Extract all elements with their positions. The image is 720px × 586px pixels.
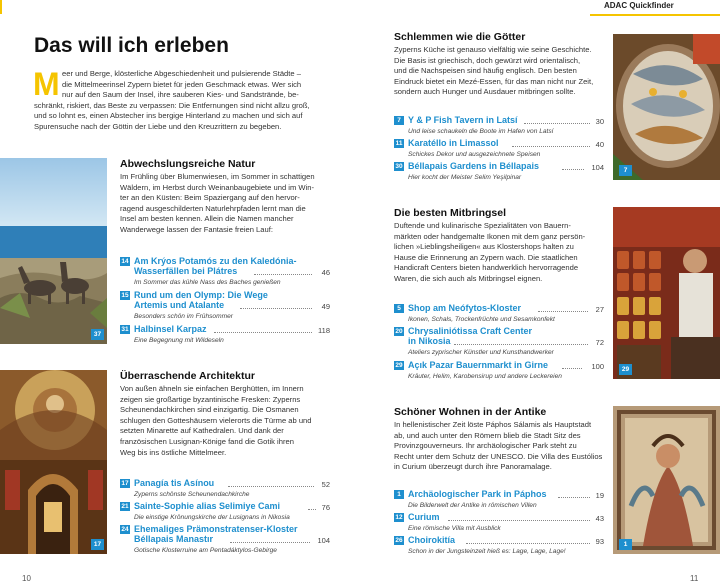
leader-dots — [448, 520, 590, 521]
tip-title[interactable]: Panagía tis Asínou — [134, 478, 215, 488]
tip-subtitle: Die einstige Krönungskirche der Lusignans in Nikosia — [134, 514, 290, 521]
paragraph-line: zeigen sie großartige byzantinische Fresken: Zyperns — [120, 394, 301, 404]
paragraph-line: Weg bis ins östliche Mittelmeer. — [120, 447, 227, 457]
paragraph-line: Insel am besten kennen. Allein die Namen mancher — [120, 214, 294, 224]
tip-title[interactable]: Ehemaliges Prämonstratenser-Kloster — [134, 524, 298, 534]
page-number: 30 — [595, 117, 604, 126]
paragraph-line: ragend ausgeschilderten Naturlehrpfaden lernt man die — [120, 203, 306, 213]
paragraph-line: in Curium überzeugt durch ihre Panoramalage. — [394, 462, 552, 472]
page-number: 104 — [317, 536, 330, 545]
tip-number: 7 — [394, 116, 404, 125]
section-title: Die besten Mitbringsel — [394, 207, 507, 219]
tip-title[interactable]: Y & P Fish Tavern in Latsí — [408, 115, 518, 125]
list-item[interactable] — [120, 478, 330, 500]
paragraph-line: Eindruck bietet ein Mezé-Essen, für das man nicht nur Zeit, — [394, 76, 594, 86]
paragraph-line: sondern auch Hunger und Ausdauer mitbringen sollte. — [394, 87, 576, 97]
tip-title[interactable]: in Nikosia — [408, 336, 451, 346]
intro-paragraph — [33, 66, 364, 133]
tip-subtitle: Im Sommer das kühle Nass des Baches genießen — [134, 279, 281, 286]
tip-number: 14 — [121, 258, 129, 265]
photo-badge: 17 — [91, 539, 104, 550]
photo-fish-svg — [613, 34, 720, 180]
section-title: Abwechslungsreiche Natur — [120, 158, 256, 170]
paragraph-line: setzten Minarette auf Kathedralen. Und dank der — [120, 426, 284, 436]
section-title: Schlemmen wie die Götter — [394, 31, 526, 43]
leader-dots — [230, 542, 310, 543]
tip-number: 1 — [394, 490, 404, 499]
tip-number: 31 — [121, 326, 129, 333]
paragraph-line: Waren, die sich auch als Mitbringsel eignen. — [394, 273, 543, 283]
list-item[interactable] — [394, 360, 604, 382]
tip-number: 30 — [395, 163, 403, 170]
list-item[interactable] — [120, 501, 330, 523]
leader-dots — [466, 543, 590, 544]
tip-number: 26 — [395, 537, 403, 544]
list-item[interactable] — [120, 324, 330, 346]
list-item[interactable] — [394, 115, 604, 137]
tip-title[interactable]: Am Krýos Potamós zu den Kaledónia- — [134, 256, 297, 266]
tip-title[interactable]: Shop am Neófytos-Kloster — [408, 303, 522, 313]
tip-title[interactable]: Curium — [408, 512, 440, 522]
list-item[interactable] — [394, 489, 604, 511]
section-paragraph — [120, 384, 330, 458]
paragraph-line: märkten oder handgemalte Ikonen mit dem ganz persön- — [394, 231, 586, 241]
tip-number: 15 — [121, 292, 129, 299]
tip-title[interactable]: Halbinsel Karpaz — [134, 324, 207, 334]
list-item[interactable] — [394, 303, 604, 325]
tip-subtitle: Schickes Dekor und ausgezeichnete Speisen — [408, 151, 541, 158]
paragraph-line: Die Basis ist griechisch, doch gewürzt wird orientalisch, — [394, 55, 581, 65]
header-label: ADAC Quickfinder — [604, 1, 674, 10]
paragraph-line: und die Nachspeisen sind häufig englisch. Den besten — [394, 66, 577, 76]
section-paragraph — [394, 221, 604, 285]
paragraph-line: Handicraft Centers bieten handwerklich hervorragende — [394, 263, 579, 273]
tip-subtitle: Eine römische Villa mit Ausblick — [408, 525, 501, 532]
leader-dots — [562, 169, 584, 170]
list-item[interactable] — [120, 256, 330, 288]
leader-dots — [254, 274, 312, 275]
page-number: 40 — [595, 140, 604, 149]
page-number: 72 — [595, 338, 604, 347]
photo-badge: 29 — [619, 364, 632, 375]
page-number: 76 — [321, 503, 330, 512]
tip-number: 29 — [395, 362, 403, 369]
leader-dots — [562, 368, 582, 369]
paragraph-line: Duftende und kulinarische Spezialitäten von Bauern- — [394, 221, 571, 230]
tip-subtitle: Schon in der Jungsteinzeit hieß es: Lage, Lage, Lage! — [408, 548, 566, 555]
section-paragraph — [394, 420, 604, 473]
list-item[interactable] — [394, 161, 604, 183]
leader-dots — [558, 497, 590, 498]
tip-subtitle: Kräuter, Helim, Karobensirup und andere Leckereien — [408, 373, 562, 380]
intro-line: schränkt, riskiert, das Beste zu verpassen: Die Entfernungen sind nicht allzu groß, — [34, 100, 310, 110]
tip-subtitle: Hier kocht der Meister Selim Yeşilpinar — [408, 174, 522, 181]
paragraph-line: Scheunendachkirchen sind einzigartig. Die Osmanen — [120, 405, 299, 415]
leader-dots — [524, 123, 590, 124]
tip-number: 5 — [394, 304, 404, 313]
list-item[interactable] — [394, 326, 604, 358]
leader-dots — [240, 308, 312, 309]
page-number: 104 — [591, 163, 604, 172]
paragraph-line: lichen »Lieblingsheiligen« aus Klostershops halten zu — [394, 242, 574, 252]
tip-title[interactable]: Sainte-Sophie alias Selimiye Cami — [134, 501, 281, 511]
paragraph-line: Hause die Erinnerung an Zypern wach. Die staatlichen — [394, 252, 578, 262]
tip-number: 20 — [395, 328, 403, 335]
list-item[interactable] — [120, 524, 330, 556]
tip-number: 11 — [395, 140, 403, 147]
tip-subtitle: Die Bilderwelt der Antike in römischen Villen — [408, 502, 537, 509]
photo-mosaic — [613, 406, 720, 554]
intro-dropcap: M — [33, 66, 60, 102]
list-item[interactable] — [394, 138, 604, 160]
tip-number: 12 — [395, 514, 403, 521]
leader-dots — [454, 344, 588, 345]
paragraph-line: ter an den Küsten: Beim Spaziergang auf den hervor- — [120, 193, 300, 203]
paragraph-line: ab, und auch unter den Römern blieb die Stadt Sitz des — [394, 430, 581, 440]
paragraph-line: schlugen den Gotteshäusern vielerorts die Türme ab und — [120, 415, 312, 425]
page-number: 118 — [318, 326, 330, 335]
paragraph-line: Zyperns Küche ist genauso vielfältig wie seine Geschichte. — [394, 45, 592, 54]
photo-badge: 37 — [91, 329, 104, 340]
section-title: Schöner Wohnen in der Antike — [394, 406, 547, 418]
intro-line: und so lohnt es, einen Abstecher ins bergige Hinterland zu machen und sich auf — [34, 111, 303, 121]
leader-dots — [214, 332, 312, 333]
page-number: 43 — [595, 514, 604, 523]
leader-dots — [228, 486, 314, 487]
page-number: 49 — [321, 302, 330, 311]
leader-dots — [308, 509, 316, 510]
paragraph-line: In hellenistischer Zeit löste Páphos Sálamis als Hauptstadt — [394, 420, 592, 429]
paragraph-line: Wäldern, im Herbst durch Weinanbaugebiete und im Win- — [120, 182, 315, 192]
photo-fresco-svg — [0, 370, 107, 554]
section-paragraph — [394, 45, 604, 98]
paragraph-line: Recht unter dem Schutz der UNESCO. Die Villa des Eustólios — [394, 451, 603, 461]
tip-subtitle: Und leise schaukeln die Boote im Hafen von Latsí — [408, 128, 554, 135]
tip-title[interactable]: Béllapais Gardens in Béllapais — [408, 161, 540, 171]
photo-market-stall — [613, 207, 720, 379]
paragraph-line: Im Frühling über Blumenwiesen, im Sommer in schattigen — [120, 172, 315, 181]
page-number: 52 — [321, 480, 330, 489]
tip-number: 24 — [121, 526, 129, 533]
paragraph-line: Provinzgouverneurs. Ihr archäologischer Park steht zu — [394, 441, 577, 451]
list-item[interactable] — [394, 512, 604, 534]
page-number-right: 11 — [690, 574, 699, 583]
tip-title[interactable]: Açık Pazar Bauernmarkt in Girne — [408, 360, 549, 370]
intro-line: die Mittelmeerinsel Zypern bietet für jeden Geschmack etwas. Wer sich — [62, 79, 302, 89]
intro-line: nur auf den Saum der Insel, ihre sauberen Kies- und Sandstrände, be- — [62, 90, 299, 100]
photo-badge: 7 — [619, 165, 632, 176]
paragraph-line: Wanderwege lassen der Fantasie freien Lauf: — [120, 224, 273, 234]
tip-title[interactable]: Choirokitía — [408, 535, 456, 545]
tip-title[interactable]: Wasserfällen bei Plátres — [134, 266, 238, 276]
photo-donkeys-svg — [0, 158, 107, 344]
photo-donkeys-coast — [0, 158, 107, 344]
tip-number: 17 — [121, 480, 129, 487]
tip-subtitle: Eine Begegnung mit Wildeseln — [134, 337, 224, 344]
tip-title[interactable]: Karatéllo in Limassol — [408, 138, 499, 148]
photo-market-svg — [613, 207, 720, 379]
tip-subtitle: Gotische Klosterruine am Pentadáktylos-Gebirge — [134, 547, 277, 554]
photo-mosaic-svg — [613, 406, 720, 554]
tip-title[interactable]: Chrysaliniótissa Craft Center — [408, 326, 533, 336]
photo-badge: 1 — [619, 539, 632, 550]
tip-title[interactable]: Archäologischer Park in Páphos — [408, 489, 547, 499]
tip-subtitle: Besonders schön im Frühsommer — [134, 313, 233, 320]
tip-title[interactable]: Béllapais Manastır — [134, 534, 214, 544]
leader-dots — [538, 311, 588, 312]
tip-title[interactable]: Artemis und Atalante — [134, 300, 225, 310]
page-title: Das will ich erleben — [34, 34, 229, 57]
intro-line: eer und Berge, klösterliche Abgeschiedenheit und pulsierende Städte – — [62, 69, 301, 78]
tip-subtitle: Ikonen, Schals, Trockenfrüchte und Sesamkonfekt — [408, 316, 555, 323]
tip-title[interactable]: Rund um den Olymp: Die Wege — [134, 290, 268, 300]
section-title: Überraschende Architektur — [120, 370, 255, 382]
page-number-left: 10 — [22, 574, 31, 583]
tip-subtitle: Zyperns schönste Scheunendachkirche — [134, 491, 250, 498]
paragraph-line: französischen Lusignan-Könige fand die Gotik ihren — [120, 436, 294, 446]
leader-dots — [512, 146, 590, 147]
tip-number: 21 — [121, 503, 129, 510]
paragraph-line: Von außen ähneln sie einfachen Berghütten, im Innern — [120, 384, 304, 393]
list-item[interactable] — [120, 290, 330, 322]
page-number: 19 — [595, 491, 604, 500]
page-number: 100 — [591, 362, 604, 371]
page-number: 93 — [595, 537, 604, 546]
list-item[interactable] — [394, 535, 604, 557]
intro-line: Spurensuche nach der Göttin der Liebe und den Kreuzrittern zu begeben. — [34, 121, 282, 131]
tip-subtitle: Ateliers zyprischer Künstler und Kunsthandwerker — [408, 349, 554, 356]
section-paragraph — [120, 172, 320, 236]
page-number: 46 — [321, 268, 330, 277]
header-accent — [0, 0, 2, 14]
photo-church-fresco — [0, 370, 107, 554]
photo-grilled-fish — [613, 34, 720, 180]
page-number: 27 — [595, 305, 604, 314]
